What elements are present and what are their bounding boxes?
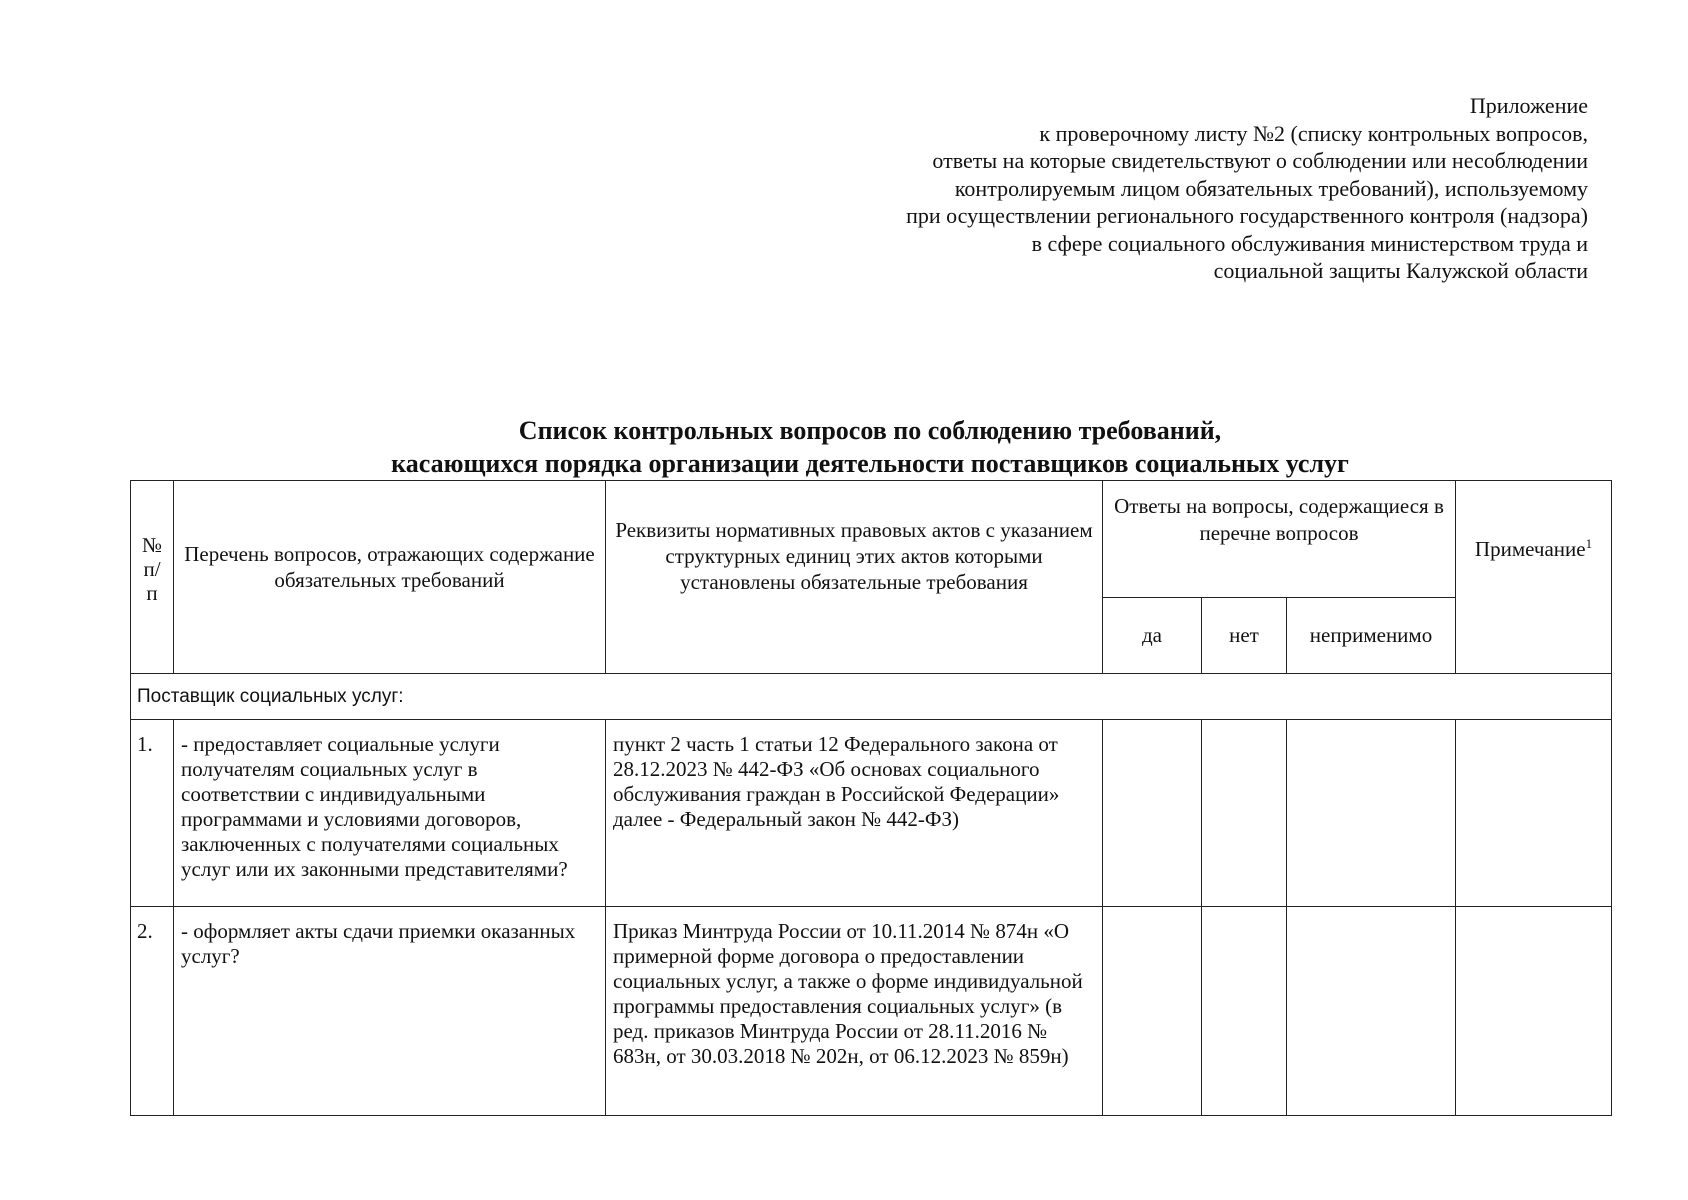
note-header-text: Примечание	[1474, 537, 1586, 561]
document-title	[130, 414, 1610, 480]
answer-na-cell[interactable]	[1287, 907, 1456, 1116]
appendix-line: Приложение	[1469, 93, 1588, 118]
note-cell[interactable]	[1456, 907, 1612, 1116]
appendix-line: в сфере социального обслуживания министерством труда и	[1031, 230, 1588, 256]
appendix-line: к проверочному листу №2 (списку контрольных вопросов,	[1039, 120, 1588, 146]
table-row	[131, 907, 1612, 1116]
table-header-row	[131, 481, 1612, 598]
number-column-header	[131, 481, 174, 674]
appendix-line: ответы на которые свидетельствуют о соблюдении или несоблюдении	[932, 148, 1588, 173]
answers-column-header	[1103, 481, 1456, 598]
yes-column-header: да	[1103, 598, 1202, 674]
appendix-line: социальной защиты Калужской области	[1213, 258, 1588, 283]
footnote-marker: 1	[1585, 536, 1593, 551]
not-applicable-column-header: неприменимо	[1287, 598, 1456, 674]
acts-header-text: Реквизиты нормативных правовых актов с указанием структурных единиц этих актов которыми установлены обязательные требования	[615, 518, 1093, 594]
answer-no-cell[interactable]	[1202, 907, 1287, 1116]
number-header-line: п/	[143, 557, 161, 581]
title-line-1: Список контрольных вопросов по соблюдению требований,	[518, 416, 1222, 445]
question-column-header	[174, 481, 606, 674]
acts-cell: пункт 2 часть 1 статьи 12 Федерального закона от 28.12.2023 № 442-ФЗ «Об основах социального обслуживания граждан в Российской Федерации» далее - Федеральный закон № 442-ФЗ)	[606, 720, 1103, 907]
acts-column-header	[606, 481, 1103, 674]
checklist-table	[130, 480, 1612, 1116]
note-cell[interactable]	[1456, 720, 1612, 907]
question-cell: - оформляет акты сдачи приемки оказанных услуг?	[174, 907, 606, 1116]
appendix-line: контролируемым лицом обязательных требований), используемому	[954, 175, 1588, 201]
number-header-line: №	[141, 533, 163, 557]
acts-cell: Приказ Минтруда России от 10.11.2014 № 874н «О примерной форме договора о предоставлении социальных услуг, а также о форме индивидуальной программы предоставления социальных услуг» (в ред. приказов Минтруда России от 28.11.2016 № 683н, от 30.03.2018 № 202н, от 06.12.2023 № 859н)	[606, 907, 1103, 1116]
no-column-header: нет	[1202, 598, 1287, 674]
question-cell: - предоставляет социальные услуги получателям социальных услуг в соответствии с индивидуальными программами и условиями договоров, заключенных с получателями социальных услуг или их законными представителями?	[174, 720, 606, 907]
section-row	[131, 674, 1612, 720]
number-header-line: п	[146, 581, 158, 605]
answer-no-cell[interactable]	[1202, 720, 1287, 907]
question-header-text: Перечень вопросов, отражающих содержание обязательных требований	[184, 542, 595, 592]
answer-yes-cell[interactable]	[1103, 720, 1202, 907]
row-number: 1.	[131, 720, 174, 907]
appendix-header	[688, 92, 1588, 285]
answer-yes-cell[interactable]	[1103, 907, 1202, 1116]
row-number: 2.	[131, 907, 174, 1116]
section-label: Поставщик социальных услуг:	[131, 674, 1612, 720]
note-column-header	[1456, 481, 1612, 674]
answers-header-text: Ответы на вопросы, содержащиеся в перечне вопросов	[1114, 494, 1444, 545]
title-line-2: касающихся порядка организации деятельности поставщиков социальных услуг	[391, 449, 1349, 478]
appendix-line: при осуществлении регионального государственного контроля (надзора)	[906, 203, 1588, 228]
table-row	[131, 720, 1612, 907]
answer-na-cell[interactable]	[1287, 720, 1456, 907]
